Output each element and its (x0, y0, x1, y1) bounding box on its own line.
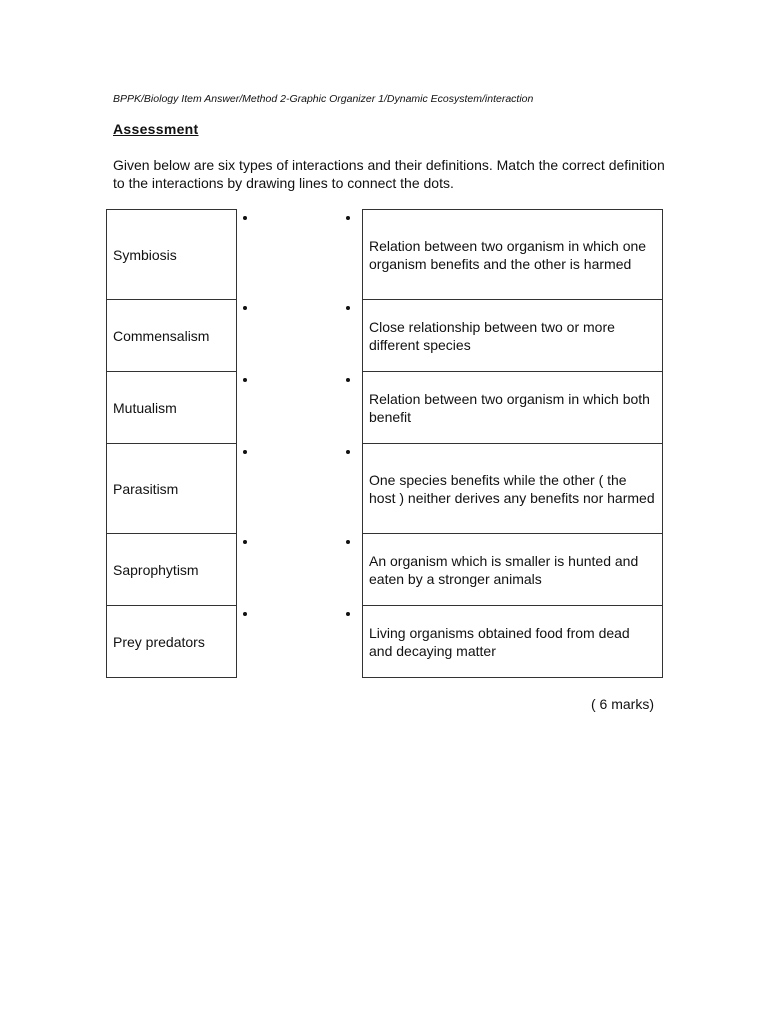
instructions-text: Given below are six types of interactions and their definitions. Match the correct definition to the interactions by drawing lines to connect the dots. (113, 157, 665, 191)
right-connect-dot[interactable] (346, 306, 350, 310)
right-connect-dot[interactable] (346, 378, 350, 382)
document-path-header: BPPK/Biology Item Answer/Method 2-Graphic Organizer 1/Dynamic Ecosystem/interaction (113, 93, 534, 105)
right-connect-dot[interactable] (346, 216, 350, 220)
left-connect-dot[interactable] (243, 378, 247, 382)
definition-cell: Living organisms obtained food from dead and decaying matter (363, 606, 662, 678)
interaction-cell: Saprophytism (107, 534, 236, 606)
interactions-column (106, 209, 237, 678)
definitions-column (362, 209, 663, 678)
left-connect-dot[interactable] (243, 612, 247, 616)
right-connect-dot[interactable] (346, 540, 350, 544)
assessment-heading: Assessment (113, 121, 199, 137)
definition-cell: Relation between two organism in which one organism benefits and the other is harmed (363, 210, 662, 300)
interaction-cell: Prey predators (107, 606, 236, 678)
right-connect-dot[interactable] (346, 612, 350, 616)
definition-cell: Relation between two organism in which both benefit (363, 372, 662, 444)
left-connect-dot[interactable] (243, 450, 247, 454)
left-connect-dot[interactable] (243, 216, 247, 220)
left-connect-dot[interactable] (243, 306, 247, 310)
definition-cell: An organism which is smaller is hunted and eaten by a stronger animals (363, 534, 662, 606)
interaction-cell: Mutualism (107, 372, 236, 444)
interaction-cell: Symbiosis (107, 210, 236, 300)
left-connect-dot[interactable] (243, 540, 247, 544)
marks-label: ( 6 marks) (591, 696, 654, 712)
interaction-cell: Parasitism (107, 444, 236, 534)
definition-cell: One species benefits while the other ( the host ) neither derives any benefits nor harmed (363, 444, 662, 534)
interaction-cell: Commensalism (107, 300, 236, 372)
definition-cell: Close relationship between two or more different species (363, 300, 662, 372)
right-connect-dot[interactable] (346, 450, 350, 454)
